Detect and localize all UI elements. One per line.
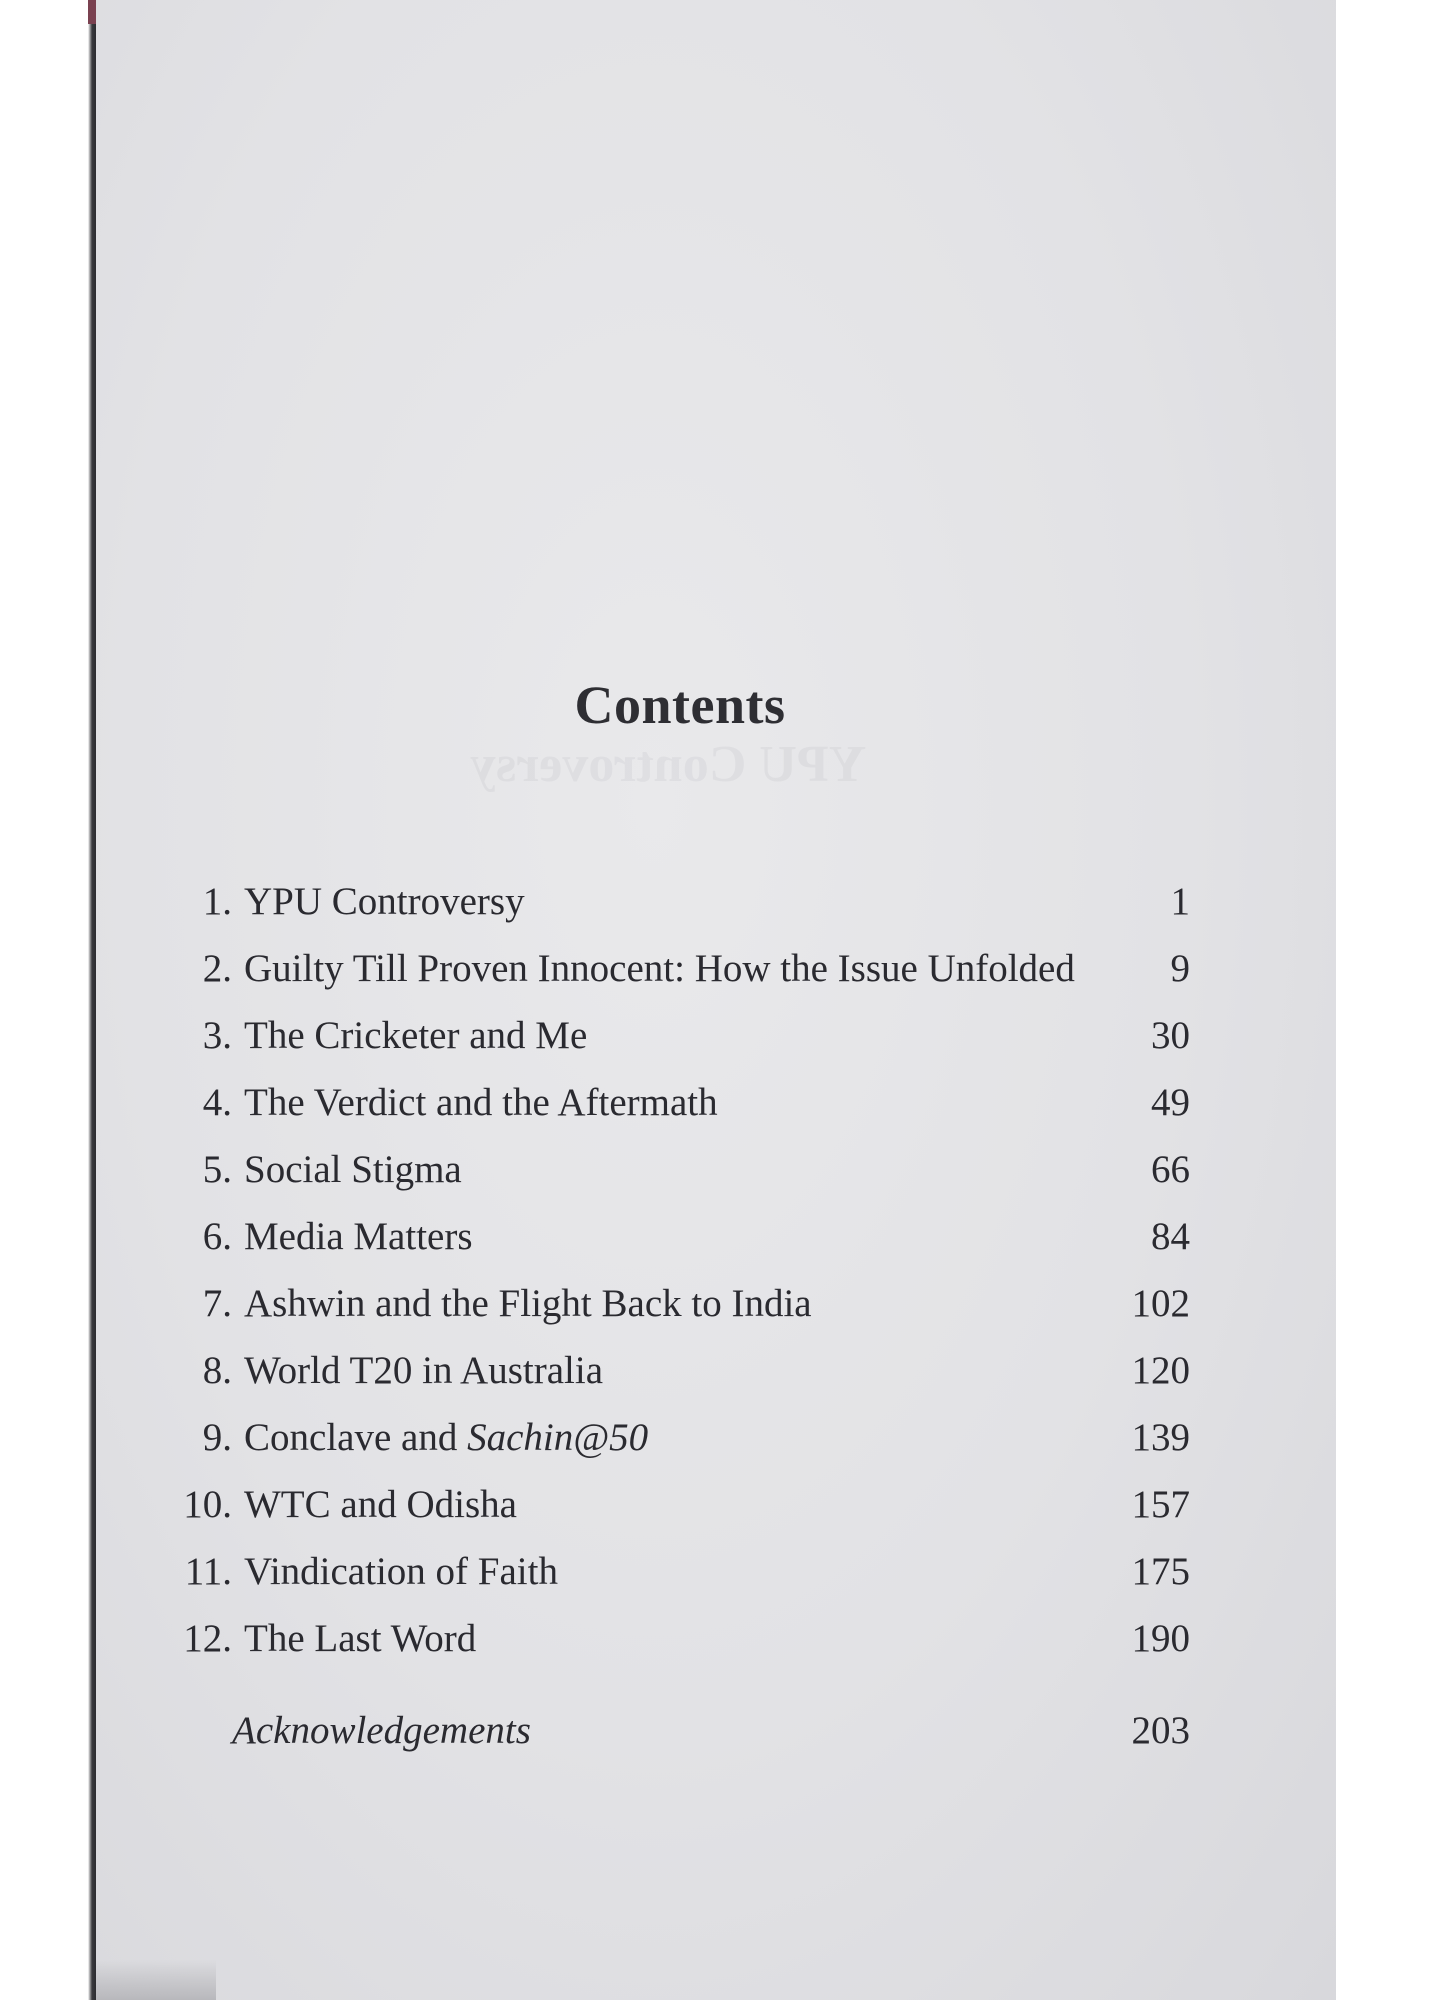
chapter-title: The Last Word — [244, 1617, 477, 1660]
page-shadow — [96, 1960, 216, 2000]
chapter-title: Guilty Till Proven Innocent: How the Issue Unfolded — [244, 947, 1075, 990]
chapter-title: World T20 in Australia — [244, 1349, 604, 1392]
page-number: 66 — [1151, 1148, 1190, 1191]
toc-entry — [160, 868, 1190, 935]
book-spine-edge — [0, 0, 96, 2000]
chapter-number: 10. — [183, 1483, 232, 1526]
toc-entry — [160, 1203, 1190, 1270]
page-number: 157 — [1131, 1483, 1190, 1526]
toc-entry — [160, 1538, 1190, 1605]
page-number: 1 — [1170, 880, 1190, 923]
chapter-number: 11. — [184, 1550, 232, 1593]
chapter-number: 7. — [202, 1282, 232, 1325]
contents-heading: Contents — [574, 675, 786, 736]
page-number: 190 — [1131, 1617, 1190, 1660]
toc-entry — [160, 1136, 1190, 1203]
back-matter-title: Acknowledgements — [232, 1709, 531, 1752]
page-number: 84 — [1151, 1215, 1190, 1258]
book-cover-corner — [88, 0, 96, 24]
toc-entry — [160, 935, 1190, 1002]
chapter-title-italic: Sachin@50 — [467, 1416, 649, 1459]
toc-entry — [160, 1002, 1190, 1069]
page-number: 30 — [1151, 1014, 1190, 1057]
chapter-number: 6. — [202, 1215, 232, 1258]
toc-entry-acknowledgements — [160, 1697, 1190, 1764]
page-number: 175 — [1131, 1550, 1190, 1593]
chapter-title-plain: Conclave and — [244, 1416, 468, 1459]
chapter-title: WTC and Odisha — [244, 1483, 517, 1526]
toc-entry — [160, 1270, 1190, 1337]
chapter-number: 1. — [202, 880, 232, 923]
chapter-number: 12. — [183, 1617, 232, 1660]
chapter-title: The Cricketer and Me — [244, 1014, 588, 1057]
toc-entry — [160, 1069, 1190, 1136]
page-number: 120 — [1131, 1349, 1190, 1392]
table-of-contents — [160, 868, 1190, 1764]
page-number: 139 — [1131, 1416, 1190, 1459]
chapter-title — [244, 1404, 648, 1471]
chapter-title: Vindication of Faith — [244, 1550, 558, 1593]
toc-entry — [160, 1404, 1190, 1471]
page-number: 203 — [1131, 1709, 1190, 1752]
chapter-title: The Verdict and the Aftermath — [244, 1081, 718, 1124]
toc-entry — [160, 1471, 1190, 1538]
chapter-number: 9. — [202, 1416, 232, 1459]
toc-entry — [160, 1605, 1190, 1672]
page-number: 49 — [1151, 1081, 1190, 1124]
chapter-number: 3. — [202, 1014, 232, 1057]
chapter-number: 8. — [202, 1349, 232, 1392]
page-number: 102 — [1131, 1282, 1190, 1325]
chapter-number: 5. — [202, 1148, 232, 1191]
chapter-title: YPU Controversy — [244, 880, 525, 923]
chapter-number: 2. — [202, 947, 232, 990]
chapter-number: 4. — [202, 1081, 232, 1124]
chapter-title: Social Stigma — [244, 1148, 462, 1191]
page-number: 9 — [1170, 947, 1190, 990]
chapter-title: Ashwin and the Flight Back to India — [244, 1282, 812, 1325]
chapter-title: Media Matters — [244, 1215, 473, 1258]
show-through-text: YPU Controversy — [470, 736, 867, 793]
toc-entry — [160, 1337, 1190, 1404]
